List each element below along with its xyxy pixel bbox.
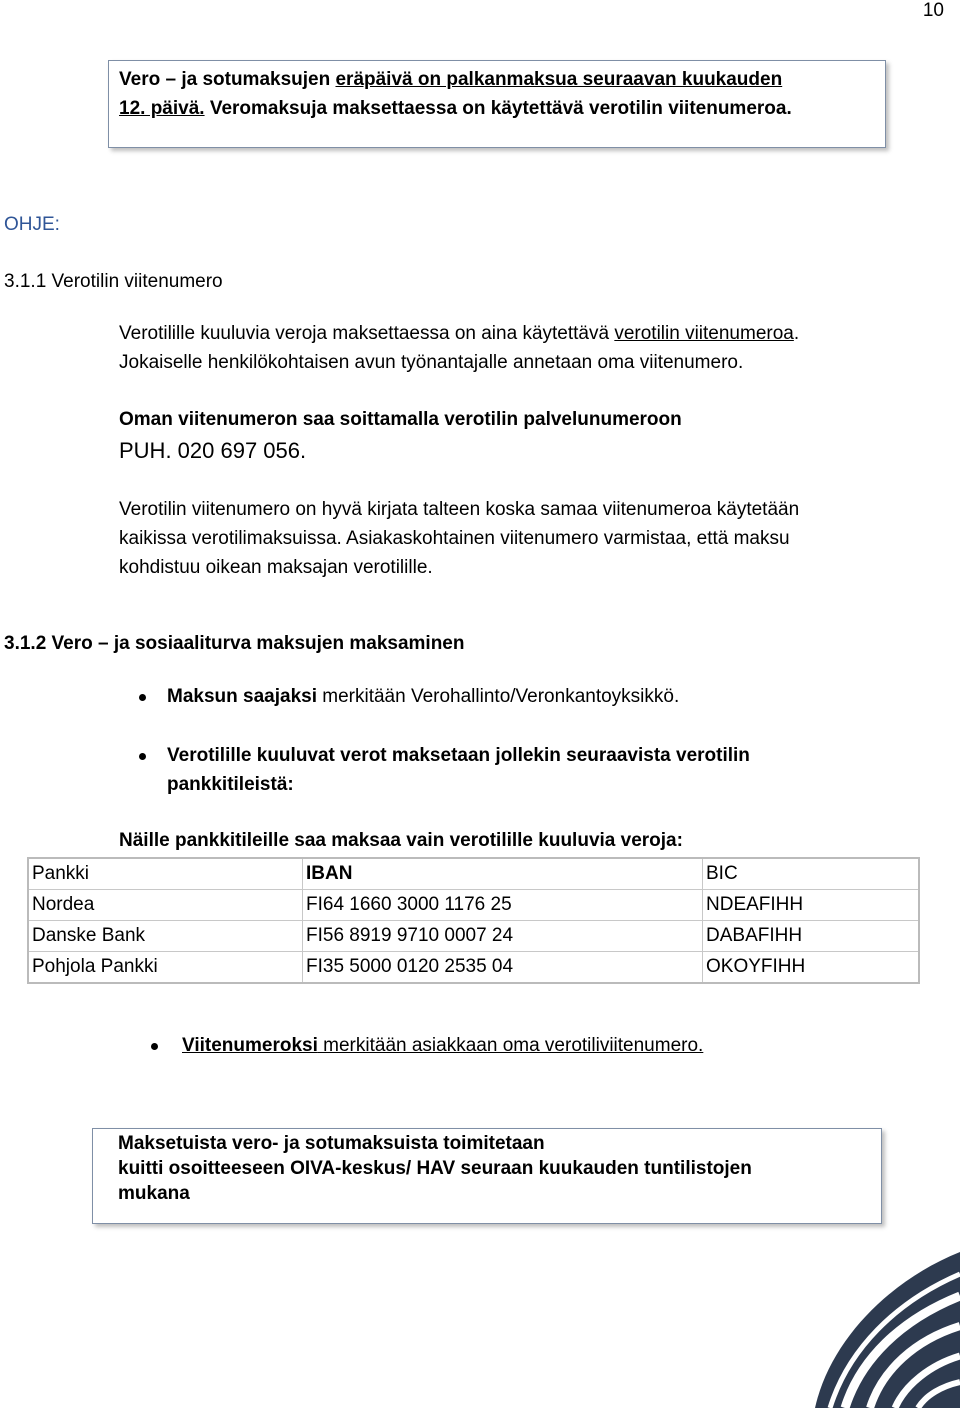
bullet-item-payee [167, 686, 679, 708]
table-caption: Näille pankkitileille saa maksaa vain verotilille kuuluvia veroja: [119, 830, 683, 851]
table-cell: Danske Bank [28, 921, 303, 952]
table-cell: Pohjola Pankki [28, 952, 303, 984]
receipt-notice-box [92, 1128, 882, 1224]
page-number: 10 [922, 0, 944, 21]
bullet-icon [139, 753, 146, 760]
section-heading-3-1-1: 3.1.1 Verotilin viitenumero [4, 271, 223, 292]
table-row [28, 921, 919, 952]
table-header-cell: Pankki [28, 858, 303, 890]
phone-heading: Oman viitenumeron saa soittamalla verotilin palvelunumeroon [119, 409, 682, 430]
bank-accounts-table [27, 857, 920, 984]
paragraph-line: Verotilin viitenumero on hyvä kirjata talteen koska samaa viitenumeroa käytetään [119, 499, 800, 520]
bullet-icon [151, 1043, 158, 1050]
section-heading-3-1-2: 3.1.2 Vero – ja sosiaaliturva maksujen maksaminen [4, 633, 465, 654]
receipt-line-3: mukana [118, 1183, 190, 1204]
table-row [28, 890, 919, 921]
table-row [28, 952, 919, 984]
table-header-row [28, 858, 919, 890]
bullet-text: merkitään Verohallinto/Veronkantoyksikkö. [316, 686, 680, 707]
due-date-notice-box [108, 60, 886, 148]
notice-text: Vero – ja sotumaksujen [119, 69, 336, 90]
notice-line-1 [119, 69, 782, 91]
table-cell: OKOYFIHH [703, 952, 920, 984]
table-cell: FI64 1660 3000 1176 25 [303, 890, 703, 921]
table-cell: DABAFIHH [703, 921, 920, 952]
table-cell: NDEAFIHH [703, 890, 920, 921]
paragraph-text: . [793, 323, 800, 344]
bullet-bold-text: Maksun saajaksi [167, 686, 317, 707]
swirl-logo-icon [720, 1240, 960, 1408]
bullet-item-reference [182, 1035, 703, 1057]
corner-logo-graphic [720, 1240, 960, 1408]
table-cell: Nordea [28, 890, 303, 921]
paragraph-line: kohdistuu oikean maksajan verotilille. [119, 557, 433, 578]
bullet-item-accounts: Verotilille kuuluvat verot maksetaan jollekin seuraavista verotilin [167, 745, 750, 766]
bullet-icon [139, 694, 146, 701]
bullet-text: merkitään asiakkaan oma verotiliviitenumero. [317, 1035, 704, 1056]
paragraph-line: Jokaiselle henkilökohtaisen avun työnantajalle annetaan oma viitenumero. [119, 352, 744, 373]
ohje-label: OHJE: [4, 214, 60, 235]
verotilin-viitenumeroa-link[interactable]: verotilin viitenumeroa [614, 323, 794, 344]
paragraph-text: Verotilille kuuluvia veroja maksettaessa on aina käytettävä [119, 323, 615, 344]
phone-number: PUH. 020 697 056. [119, 438, 307, 463]
paragraph-line [119, 323, 799, 345]
table-cell: FI35 5000 0120 2535 04 [303, 952, 703, 984]
notice-underlined-date: 12. päivä. [119, 98, 205, 119]
table-header-cell: IBAN [303, 858, 703, 890]
notice-underlined-text: eräpäivä on palkanmaksua seuraavan kuukauden [335, 69, 783, 90]
bullet-bold-text: Viitenumeroksi [182, 1035, 318, 1056]
bullet-item-accounts-cont: pankkitileistä: [167, 774, 294, 795]
receipt-line-2: kuitti osoitteeseen OIVA-keskus/ HAV seuraan kuukauden tuntilistojen [118, 1158, 752, 1179]
paragraph-line: kaikissa verotilimaksuissa. Asiakaskohtainen viitenumero varmistaa, että maksu [119, 528, 790, 549]
table-cell: FI56 8919 9710 0007 24 [303, 921, 703, 952]
notice-line-2 [119, 98, 792, 120]
notice-text: Veromaksuja maksettaessa on käytettävä verotilin viitenumeroa. [204, 98, 792, 119]
receipt-line-1: Maksetuista vero- ja sotumaksuista toimitetaan [118, 1133, 545, 1154]
table-header-cell: BIC [703, 858, 920, 890]
